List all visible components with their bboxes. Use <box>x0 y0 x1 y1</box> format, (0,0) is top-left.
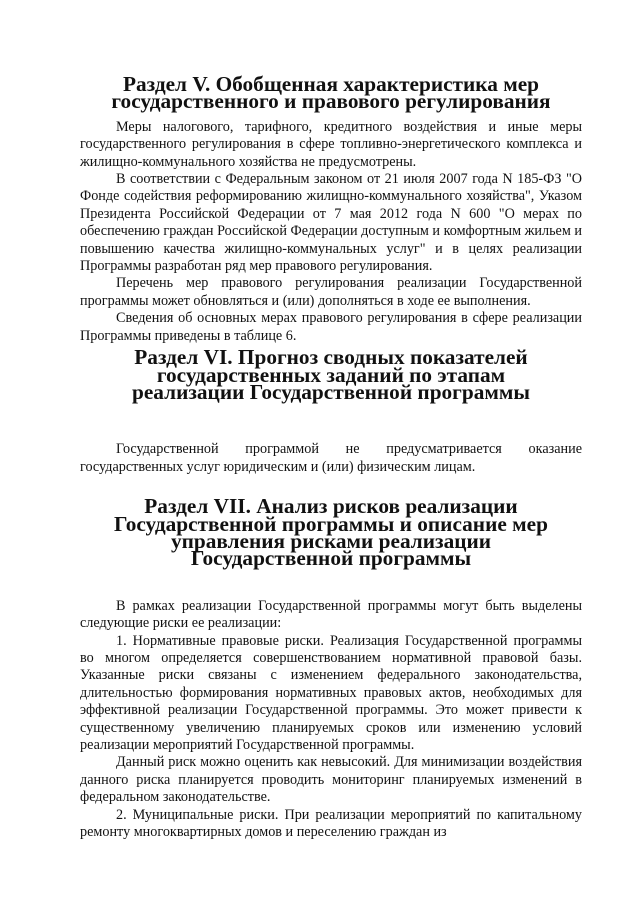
section-6-paragraph-1: Государственной программой не предусматривается оказание государственных услуг юридическим и (или) физическим лицам. <box>80 441 582 475</box>
section-5-heading: Раздел V. Обобщенная характеристика мер государственного и правового регулирования <box>111 72 551 114</box>
section-7-paragraph-4: 2. Муниципальные риски. При реализации мероприятий по капитальному ремонту многоквартирных домов и переселению граждан из <box>80 806 582 841</box>
document-page <box>80 72 582 841</box>
section-7-paragraph-1: В рамках реализации Государственной программы могут быть выделены следующие риски ее реализации: <box>80 597 582 632</box>
section-7-paragraph-2: 1. Нормативные правовые риски. Реализация Государственной программы во многом определяется совершенствованием нормативной правовой базы. Указанные риски связаны с изменением федерального законодательства, длительностью формирования нормативных правовых актов, необходимых для эффективной реализации Государственной программы. Это может привести к существенному увеличению планируемых сроков или изменению условий реализации мероприятий Государственной программы. <box>80 632 582 753</box>
section-5-paragraph-3: Перечень мер правового регулирования реализации Государственной программы может обновляться и (или) дополняться в ходе ее выполнения. <box>80 275 582 309</box>
section-5-paragraph-1: Меры налогового, тарифного, кредитного воздействия и иные меры государственного регулирования в сфере топливно-энергетического комплекса и жилищно-коммунального хозяйства не предусмотрены. <box>80 118 582 170</box>
section-7-paragraph-3: Данный риск можно оценить как невысокий. Для минимизации воздействия данного риска планируется проводить мониторинг планируемых изменений в федеральном законодательстве. <box>80 754 582 806</box>
section-5-paragraph-4: Сведения об основных мерах правового регулирования в сфере реализации Программы приведены в таблице 6. <box>80 310 582 344</box>
section-6-heading: Раздел VI. Прогноз сводных показателей государственных заданий по этапам реализации Государственной программы <box>132 345 530 404</box>
section-7-heading: Раздел VII. Анализ рисков реализации Государственной программы и описание мер управления рисками реализации Государственной программы <box>114 494 548 571</box>
section-5-paragraph-2: В соответствии с Федеральным законом от 21 июля 2007 года N 185-ФЗ "О Фонде содействия реформированию жилищно-коммунального хозяйства", Указом Президента Российской Федерации от 7 мая 2012 года N 600 "О мерах по обеспечению граждан Российской Федерации доступным и комфортным жильем и повышению качества жилищно-коммунальных услуг" и в целях реализации Программы разработан ряд мер правового регулирования. <box>80 171 582 275</box>
